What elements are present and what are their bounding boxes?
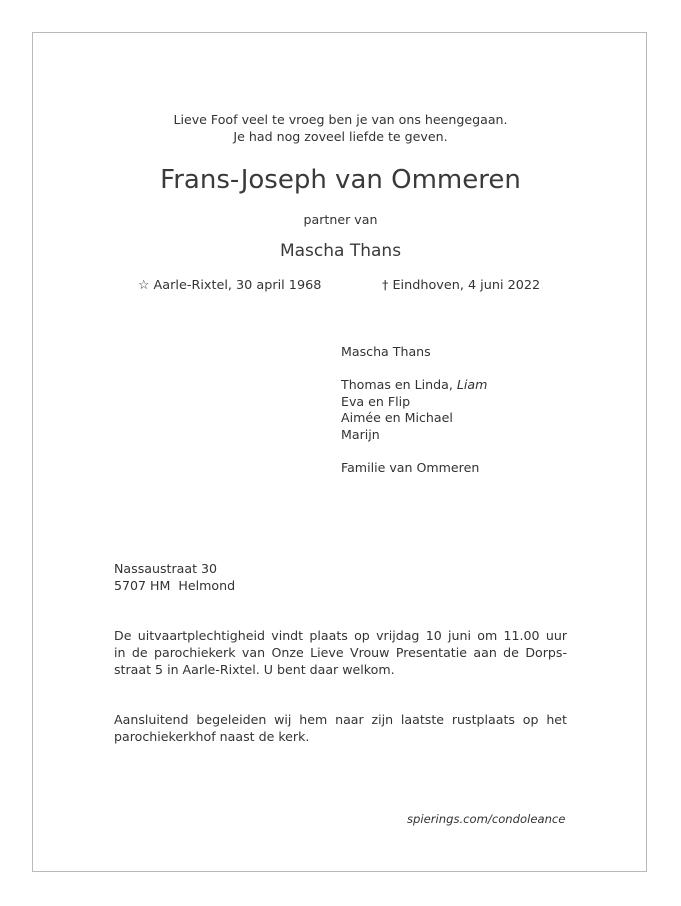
family-child-row: Eva en Flip xyxy=(341,393,411,409)
memorial-motto xyxy=(0,111,681,145)
burial-line: parochiekerkhof naast de kerk. xyxy=(114,729,310,744)
family-grandchild: Liam xyxy=(456,377,488,393)
partner-name: Mascha Thans xyxy=(279,241,402,261)
birth-info: ☆ Aarle-Rixtel, 30 april 1968 xyxy=(138,278,322,293)
family-extended: Familie van Ommeren xyxy=(341,460,480,476)
motto-line-1: Lieve Foof veel te vroeg ben je van ons heengegaan. xyxy=(173,112,508,127)
family-child-row xyxy=(341,377,487,394)
deceased-name: Frans-Joseph van Ommeren xyxy=(160,165,521,195)
card-border xyxy=(32,32,647,872)
burial-line: Aansluitend begeleiden wij hem naar zijn laatste rustplaats op het xyxy=(114,712,567,727)
family-list xyxy=(341,344,487,477)
family-spacer xyxy=(341,444,487,461)
condolence-link[interactable]: spierings.com/condoleance xyxy=(407,812,566,826)
family-child-row: Aimée en Michael xyxy=(341,410,453,426)
service-line: De uitvaartplechtigheid vindt plaats op vrijdag 10 juni om 11.00 uur xyxy=(114,628,567,643)
family-partner: Mascha Thans xyxy=(341,344,431,359)
address-postal-city: 5707 HM Helmond xyxy=(114,577,236,593)
motto-line-2: Je had nog zoveel liefde te geven. xyxy=(233,129,448,144)
address-street: Nassaustraat 30 xyxy=(114,561,218,576)
service-line: in de parochiekerk van Onze Lieve Vrouw Presentatie aan de Dorps- xyxy=(114,645,567,660)
death-info: † Eindhoven, 4 juni 2022 xyxy=(382,278,541,293)
home-address xyxy=(114,561,235,594)
service-line: straat 5 in Aarle-Rixtel. U bent daar welkom. xyxy=(114,662,395,677)
relation-label: partner van xyxy=(303,212,378,227)
service-paragraph xyxy=(114,627,567,678)
family-spacer xyxy=(341,361,487,378)
burial-paragraph xyxy=(114,711,567,745)
family-child-row: Marijn xyxy=(341,426,380,442)
family-child-names: Thomas en Linda, xyxy=(341,377,453,393)
